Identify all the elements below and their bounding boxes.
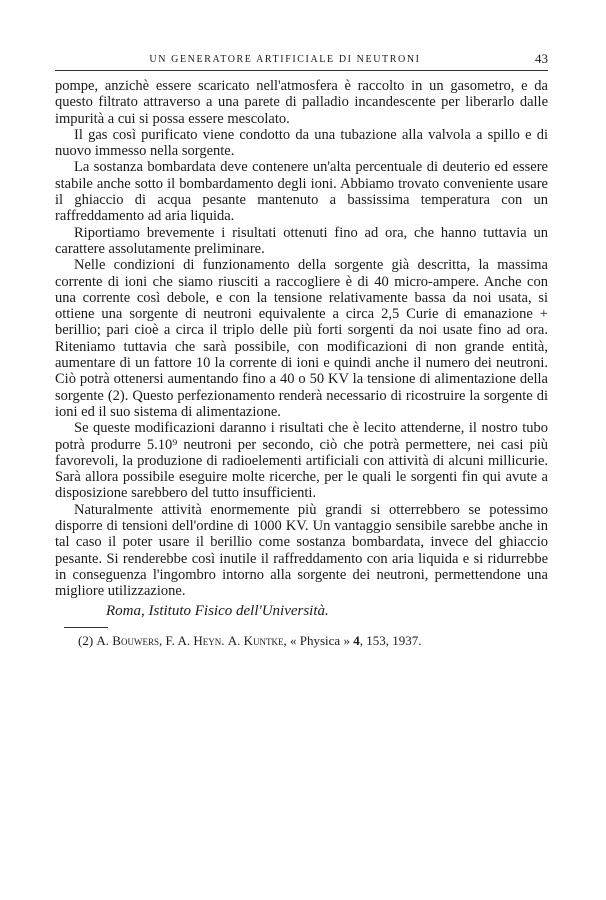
footnote-journal: « Physica »	[290, 633, 350, 648]
footnote: (2) A. Bouwers, F. A. Heyn. A. Kuntke, « Physica » 4, 153, 1937.	[78, 633, 422, 648]
paragraph-5: Nelle condizioni di funzionamento della sorgente già descritta, la massima corrente di ioni che siamo riusciti a raccogliere è di 40 micro-ampere. Anche con una corrente così debole, e con la tensione relativamente bassa da noi usata, si ottiene una sorgente di neutroni equivalente a circa 2,5 Curie di emanazione + berillio; pari cioè a circa il triplo delle più forti sorgenti da noi usate fino ad ora. Riteniamo tuttavia che sarà possibile, con modificazioni di non grande entità, aumentare di un fattore 10 la corrente di ioni e quindi anche il numero dei neutroni. Ciò potrà ottenersi aumentando fino a 40 o 50 KV la tensione di alimentazione della sorgente (2). Questo perfezionamento renderà necessario di ricostruire la sorgente di ioni ed il suo sistema di alimentazione.	[55, 257, 548, 420]
running-title: UN GENERATORE ARTIFICIALE DI NEUTRONI	[149, 54, 421, 65]
footnote-volume: 4	[353, 633, 360, 648]
paragraph-7: Naturalmente attività enormemente più grandi si otterrebbero se potessimo disporre di tensioni dell'ordine di 1000 KV. Un vantaggio sensibile sarebbe anche in tal caso il poter usare il berillio come sostanza bombardata, invece del ghiaccio pesante. Si renderebbe così inutile il raffreddamento con aria liquida e si ridurrebbe in conseguenza l'ingombro intorno alla sorgente dei neutroni, permettendone una migliore utilizzazione.	[55, 501, 548, 600]
footnote-author: A. Kuntke	[227, 633, 284, 648]
footnote-rule	[64, 627, 108, 628]
paragraph-2: Il gas così purificato viene condotto da una tubazione alla valvola a spillo e di nuovo immesso nella sorgente.	[55, 126, 548, 160]
paragraph-6: Se queste modificazioni daranno i risultati che è lecito attenderne, il nostro tubo potrà produrre 5.10⁹ neutroni per secondo, ciò che potrà permettere, nei casi più favorevoli, la produzione di radioelementi artificiali con attività di alcuni millicurie. Sarà allora possibile eseguire molte ricerche, per le quali le sorgenti fin qui avute a disposizione sarebbero del tutto insufficienti.	[55, 420, 548, 502]
signature-affiliation: Roma, Istituto Fisico dell'Università.	[106, 603, 329, 619]
paragraph-3: La sostanza bombardata deve contenere un'alta percentuale di deuterio ed essere stabile anche sotto il bombardamento degli ioni. Abbiamo trovato conveniente usare il ghiaccio di acqua pesante mantenuto a bassissima temperatura con un raffreddamento ad aria liquida.	[55, 159, 548, 225]
header-rule	[55, 70, 548, 71]
paragraph-1: pompe, anzichè essere scaricato nell'atmosfera è raccolto in un gasometro, e da questo filtrato attraverso a una parete di palladio incandescente per liberarlo dalle impurità a cui si possa essere mescolato.	[55, 78, 548, 127]
paragraph-4: Riportiamo brevemente i risultati ottenuti fino ad ora, che hanno tuttavia un carattere assolutamente preliminare.	[55, 224, 548, 257]
page-header	[55, 48, 548, 70]
footnote-author: A. Bouwers	[96, 633, 159, 648]
footnote-marker: (2)	[78, 633, 94, 648]
footnote-pages-year: , 153, 1937.	[359, 633, 422, 648]
page-number: 43	[535, 51, 548, 66]
footnote-author: F. A. Heyn	[165, 633, 222, 648]
body-text	[55, 78, 548, 600]
